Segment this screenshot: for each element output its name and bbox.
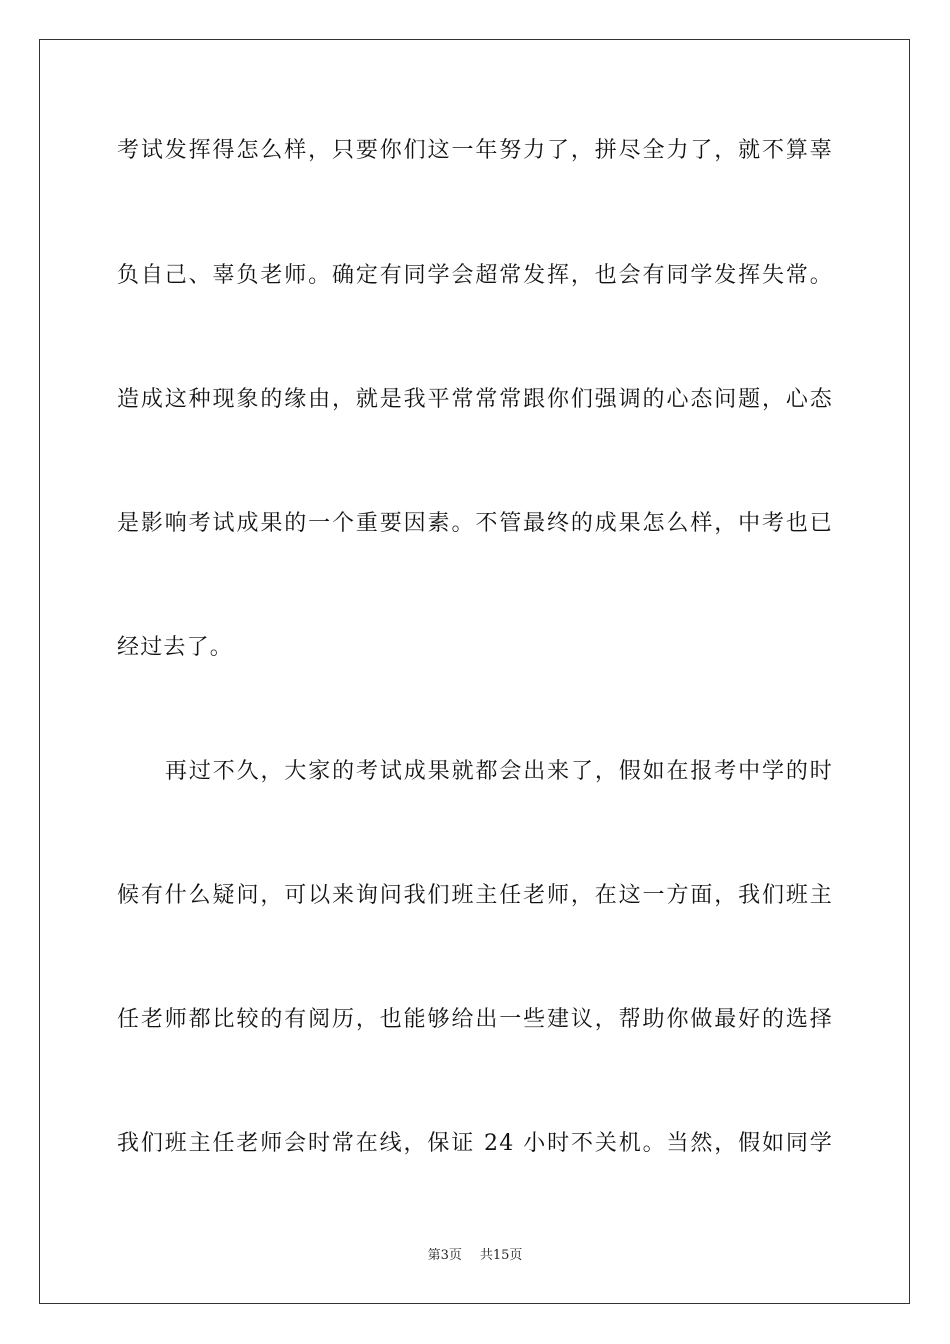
paragraph-line: 经过去了。 xyxy=(117,635,234,660)
paragraph-line: 再过不久，大家的考试成果就都会出来了，假如在报考中学的时 xyxy=(165,759,833,784)
paragraph-line: 负自己、辜负老师。确定有同学会超常发挥，也会有同学发挥失常。 xyxy=(117,263,833,288)
paragraph-line: 是影响考试成果的一个重要因素。不管最终的成果怎么样，中考也已 xyxy=(117,511,833,536)
paragraph-line: 考试发挥得怎么样，只要你们这一年努力了，拼尽全力了，就不算辜 xyxy=(117,138,833,163)
page-footer xyxy=(0,1247,950,1265)
page-number: 第3页 xyxy=(427,1248,462,1263)
paragraph-line: 候有什么疑问，可以来询问我们班主任老师，在这一方面，我们班主 xyxy=(117,883,833,908)
page-border xyxy=(39,39,910,1304)
paragraph-line: 我们班主任老师会时常在线，保证 24 小时不关机。当然，假如同学 xyxy=(117,1131,833,1156)
paragraph-line: 任老师都比较的有阅历，也能够给出一些建议，帮助你做最好的选择 xyxy=(117,1007,833,1032)
page-total: 共15页 xyxy=(479,1248,523,1263)
paragraph-line: 造成这种现象的缘由，就是我平常常常跟你们强调的心态问题，心态 xyxy=(117,387,833,412)
